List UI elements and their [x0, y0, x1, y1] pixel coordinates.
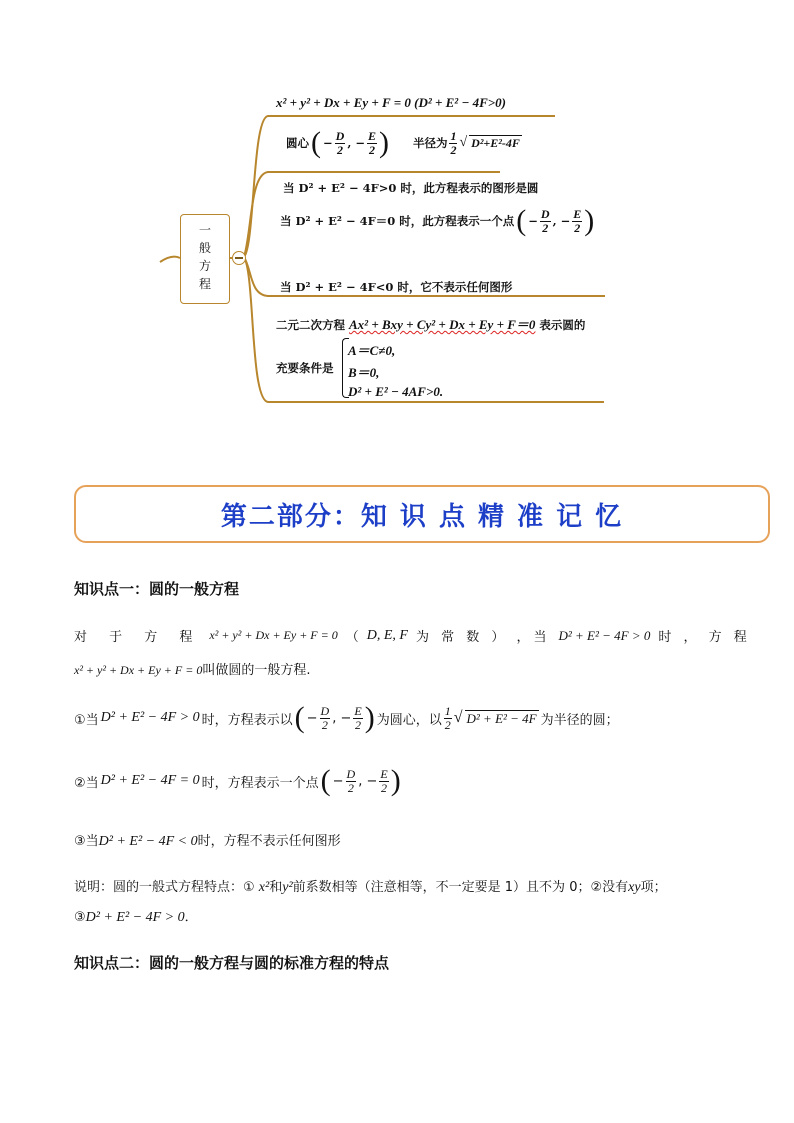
center-num-d: D: [335, 128, 345, 143]
root-char-1: 一: [198, 223, 211, 237]
branch2-line2: 当 D² + E² − 4F＝0 时，此方程表示一个点 ( − $\frac{D}{2}$ , − $\frac{E}{2}$ ): [280, 204, 595, 237]
p2-text: 叫做圆的一般方程.: [202, 663, 311, 678]
radius-num: 1: [450, 128, 457, 143]
case1-den-2: 2: [355, 717, 362, 732]
case2-condition: D² + E² − 4F = 0: [100, 773, 200, 788]
branch3-equation: Ax² + Bxy + Cy² + Dx + Ey + F＝0: [349, 317, 536, 332]
case1-text-a: 时，方程表示以: [201, 712, 293, 728]
note-line1: [74, 876, 667, 896]
case1-line: ①当 D² + E² − 4F > 0 时，方程表示以 ( − $\frac{D}{2}$ , − $\frac{E}{2}$ ) 为圆心，以 $\frac{1}{2}$ √ D² + E² − 4F 为半径的圆；: [74, 701, 619, 734]
radius-den: 2: [450, 142, 457, 157]
section2-heading: 知识点二：圆的一般方程与圆的标准方程的特点: [74, 954, 390, 972]
section-banner: [74, 485, 770, 543]
case2-line: ②当 D² + E² − 4F = 0 时，方程表示一个点 ( − $\frac{D}{2}$ , − $\frac{E}{2}$ ): [74, 764, 401, 797]
case1-radius-num: 1: [444, 703, 451, 718]
note-circle3: ③: [74, 910, 86, 925]
p1-vars: D, E, F: [366, 627, 408, 643]
note-condition: D² + E² − 4F > 0: [85, 910, 185, 925]
p1-mid: 为 常 数 ） ，当: [415, 630, 551, 645]
note-end: ．: [184, 910, 198, 925]
root-char-3: 方: [198, 259, 211, 273]
note-and: 和: [269, 880, 283, 895]
case3-prefix: ③当: [74, 834, 99, 849]
case3-text: 时，方程不表示任何图形: [197, 834, 341, 849]
p2-equation: x² + y² + Dx + Ey + F = 0: [74, 663, 203, 677]
case2-num-d: D: [346, 766, 356, 781]
case1-radius-den: 2: [444, 717, 451, 732]
section1-heading: 知识点一：圆的一般方程: [74, 580, 240, 598]
branch3-cond2: B＝0,: [348, 365, 380, 380]
note-y2: y²: [282, 880, 293, 895]
note-tail: 项；: [640, 880, 667, 895]
root-char-2: 般: [198, 241, 211, 255]
note-x2: x²: [258, 880, 270, 895]
point-num-e: E: [573, 206, 582, 221]
note-middle: 前系数相等（注意相等，不一定要是 1）且不为 0；②没有: [292, 880, 629, 895]
case3-condition: D² + E² − 4F < 0: [98, 834, 198, 849]
note-lead: 说明：圆的一般式方程特点：①: [74, 880, 259, 895]
branch3-cond1: A＝C≠0,: [348, 343, 396, 358]
collapse-toggle-icon[interactable]: [232, 251, 246, 265]
mindmap-root-node: [180, 214, 230, 304]
case1-den-1: 2: [321, 717, 328, 732]
branch3-label: 充要条件是: [276, 361, 334, 375]
note-xy: xy: [628, 880, 641, 895]
branch3-line1: [276, 314, 585, 333]
case1-text-c: 为半径的圆；: [540, 712, 619, 728]
radius-sqrt: D²+E²-4F: [471, 136, 520, 150]
case2-den-1: 2: [347, 780, 354, 795]
branch3-prefix: 二元二次方程: [276, 318, 350, 332]
p1-tail: 时 ， 方 程: [658, 630, 751, 645]
case1-text-b: 为圆心，以: [376, 712, 442, 728]
radius-label: 半径为: [412, 136, 448, 150]
case2-num-e: E: [380, 766, 388, 781]
point-den-1: 2: [542, 220, 549, 235]
branch3-cond3: D² + E² − 4AF>0.: [348, 384, 444, 399]
branch1-equation: x² + y² + Dx + Ey + F = 0 (D² + E² − 4F>0): [276, 95, 506, 110]
branch2-line3: 当 D² + E² − 4F<0 时，它不表示任何图形: [280, 280, 513, 294]
section1-paragraph1: [74, 626, 751, 645]
p1-lead: 对 于 方 程: [74, 630, 202, 645]
case1-condition: D² + E² − 4F > 0: [100, 710, 200, 725]
branch3-suffix: 表示圆的: [535, 318, 586, 332]
center-den-1: 2: [336, 142, 343, 157]
section1-paragraph2: [74, 659, 310, 678]
center-num-e: E: [367, 128, 376, 143]
banner-title: 第二部分：知 识 点 精 准 记 忆: [220, 501, 624, 532]
point-num-d: D: [540, 206, 550, 221]
branch2-line2-text: 当 D² + E² − 4F＝0 时，此方程表示一个点: [280, 214, 515, 228]
branch1-center: 圆心 ( − $\frac{D}{2}$ , − $\frac{E}{2}$ ) 半径为 $\frac{1}{2}$ √ D²+E²-4F: [286, 126, 520, 159]
p1-condition: D² + E² − 4F > 0: [558, 627, 651, 643]
case1-num-d: D: [320, 703, 330, 718]
case1-sqrt: D² + E² − 4F: [466, 710, 537, 726]
case2-den-2: 2: [381, 780, 388, 795]
root-char-4: 程: [198, 277, 211, 291]
case2-prefix: ②当: [74, 775, 99, 791]
p1-equation: x² + y² + Dx + Ey + F = 0: [209, 628, 338, 642]
center-label: 圆心: [286, 136, 309, 150]
case3-line: [74, 830, 341, 850]
branch2-line1: 当 D² + E² − 4F>0 时，此方程表示的图形是圆: [283, 181, 539, 195]
center-den-2: 2: [368, 142, 375, 157]
case1-num-e: E: [354, 703, 362, 718]
p1-open-paren: （: [345, 630, 359, 645]
point-den-2: 2: [574, 220, 581, 235]
note-line2: [74, 906, 198, 926]
case2-text: 时，方程表示一个点: [201, 775, 319, 791]
case1-prefix: ①当: [74, 712, 99, 728]
